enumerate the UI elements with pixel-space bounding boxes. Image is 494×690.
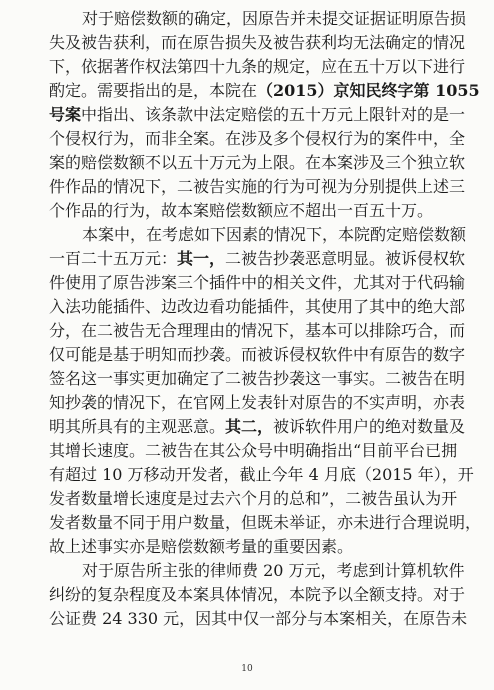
- paragraph-line: 失及被告获利，而在原告损失及被告获利均无法确定的情况: [49, 33, 466, 52]
- paragraph-line: 公证费 24 330 元，因其中仅一部分与本案相关，在原告未: [49, 609, 468, 628]
- paragraph-line: 案的赔偿数额不以五十万元为上限。在本案涉及三个独立软: [49, 153, 466, 172]
- paragraph-line: 本案中，在考虑如下因素的情况下，本院酌定赔偿数额: [82, 225, 467, 244]
- paragraph-line: 其增长速度。二被告在其公众号中明确指出“目前平台已拥: [49, 441, 458, 460]
- text-run: 二被告抄袭恶意明显。被诉侵权软: [225, 249, 466, 268]
- point-two-label: 其二，: [225, 417, 274, 436]
- paragraph-line: 发者数量增长速度是过去六个月的总和”，二被告虽认为开: [49, 489, 458, 508]
- paragraph-line: [49, 416, 466, 440]
- paragraph-line: 个作品的行为，故本案赔偿数额应不超出一百五十万。: [49, 201, 434, 220]
- paragraph-line: 入法功能插件、边改边看功能插件，其使用了其中的绝大部: [49, 297, 466, 316]
- paragraph-line: 纠纷的复杂程度及本案具体情况，本院予以全额支持。对于: [49, 585, 466, 604]
- paragraph-line: [49, 80, 480, 104]
- paragraph-line: 对于赔偿数额的确定，因原告并未提交证据证明原告损: [82, 9, 467, 28]
- case-number-suffix: 号案: [49, 105, 82, 124]
- page-number: 10: [241, 664, 253, 674]
- paragraph-line: 知抄袭的情况下，在官网上发表针对原告的不实声明，亦表: [49, 393, 466, 412]
- point-one-label: 其一，: [177, 249, 226, 268]
- paragraph-line: [49, 104, 466, 128]
- paragraph-line: 下，依据著作权法第四十九条的规定，应在五十万以下进行: [49, 57, 466, 76]
- paragraph-line: 分，在二被告无合理理由的情况下，基本可以排除巧合，而: [49, 321, 466, 340]
- text-run: 一百二十五万元：: [49, 249, 178, 268]
- case-number: （2015）京知民终字第 1055: [257, 81, 480, 100]
- paragraph-line: 个侵权行为，而非全案。在涉及多个侵权行为的案件中，全: [49, 129, 466, 148]
- paragraph-line: 对于原告所主张的律师费 20 万元，考虑到计算机软件: [82, 561, 465, 580]
- text-run: 酌定。需要指出的是，本院在: [49, 81, 258, 100]
- paragraph-line: 发者数量不同于用户数量，但既未举证，亦未进行合理说明，: [49, 513, 482, 532]
- paragraph-line: 签名这一事实更加确定了二被告抄袭这一事实。二被告在明: [49, 369, 466, 388]
- text-run: 被诉软件用户的绝对数量及: [273, 417, 466, 436]
- paragraph-line: 故上述事实亦是赔偿数额考量的重要因素。: [49, 537, 354, 556]
- text-run: 中指出、该条款中法定赔偿的五十万元上限针对的是一: [81, 105, 466, 124]
- paragraph-line: 仅可能是基于明知而抄袭。而被诉侵权软件中有原告的数字: [49, 345, 466, 364]
- paragraph-line: 件作品的情况下，二被告实施的行为可视为分别提供上述三: [49, 177, 466, 196]
- paragraph-line: 件使用了原告涉案三个插件中的相关文件，尤其对于代码输: [49, 273, 466, 292]
- text-run: 明其所具有的主观恶意。: [49, 417, 226, 436]
- paragraph-line: [49, 248, 466, 272]
- paragraph-line: 有超过 10 万移动开发者，截止今年 4 月底（2015 年），开: [49, 465, 474, 484]
